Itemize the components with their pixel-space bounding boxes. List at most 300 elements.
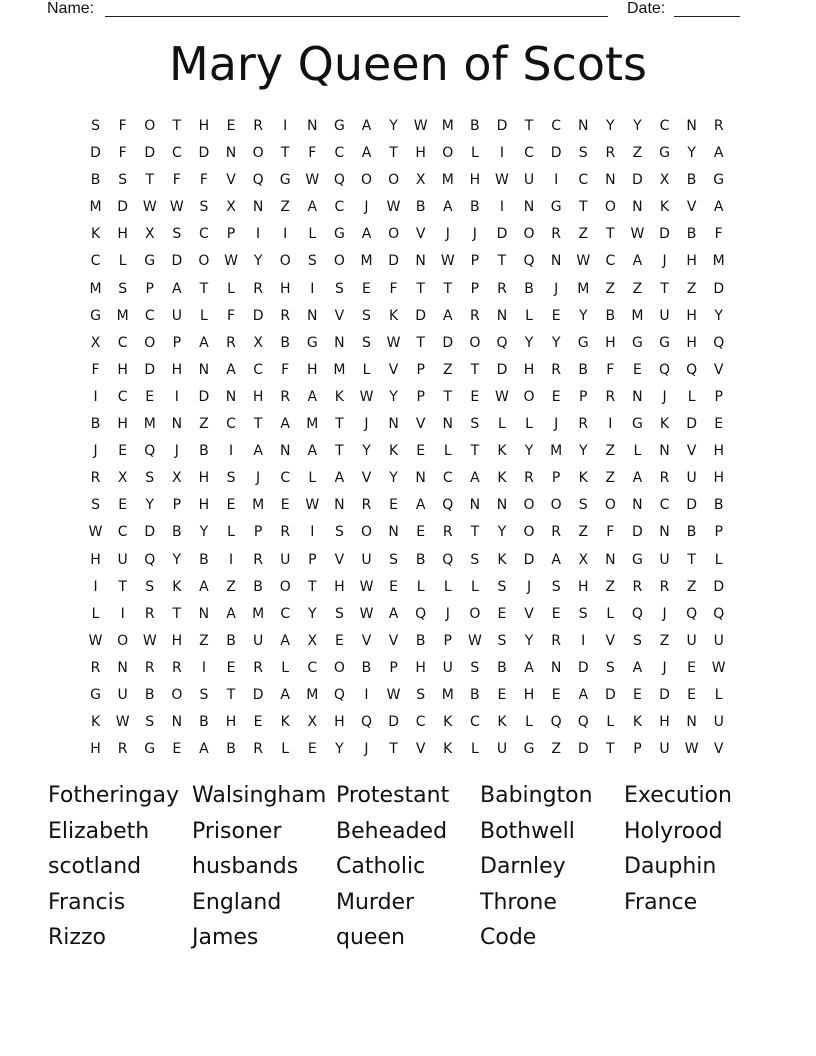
grid-letter: L — [470, 145, 479, 162]
grid-letter: S — [118, 280, 128, 297]
grid-letter: N — [550, 253, 562, 270]
grid-letter: M — [712, 253, 725, 270]
grid-letter: U — [117, 551, 128, 568]
grid-letter: W — [711, 659, 726, 676]
grid-letter: C — [578, 172, 589, 189]
grid-letter: O — [469, 334, 481, 351]
word-item: Code — [480, 925, 537, 951]
grid-letter: L — [470, 741, 479, 758]
grid-letter: R — [605, 388, 616, 405]
grid-letter: V — [686, 443, 697, 460]
grid-letter: B — [713, 497, 724, 514]
grid-letter: H — [334, 578, 345, 595]
grid-letter: H — [117, 226, 128, 243]
grid-letter: S — [416, 686, 426, 703]
grid-letter: C — [90, 253, 101, 270]
grid-letter: Y — [389, 470, 398, 487]
grid-row — [82, 574, 734, 601]
grid-letter: E — [253, 714, 263, 731]
letter-grid — [82, 113, 734, 763]
grid-letter: Y — [524, 632, 534, 649]
grid-letter: D — [659, 226, 670, 243]
grid-letter: A — [388, 605, 399, 622]
grid-letter: A — [415, 497, 426, 514]
grid-letter: R — [497, 280, 507, 297]
grid-letter: G — [631, 551, 643, 568]
grid-letter: F — [118, 118, 127, 134]
grid-letter: A — [199, 741, 209, 758]
grid-letter: T — [660, 280, 669, 297]
grid-letter: V — [361, 632, 372, 649]
grid-letter: L — [281, 659, 290, 676]
grid-letter: B — [172, 524, 182, 541]
grid-letter: W — [495, 388, 509, 405]
grid-letter: J — [526, 578, 532, 595]
word-item: Walsingham — [192, 783, 327, 808]
grid-letter: C — [659, 497, 670, 514]
grid-letter: S — [91, 497, 100, 514]
grid-letter: Z — [226, 578, 236, 595]
grid-letter: F — [606, 524, 615, 541]
grid-letter: C — [280, 470, 291, 487]
grid-letter: R — [253, 118, 263, 134]
grid-letter: J — [364, 199, 369, 216]
grid-letter: R — [90, 470, 101, 487]
grid-letter: H — [334, 714, 345, 731]
grid-row — [82, 357, 734, 384]
grid-row — [82, 113, 734, 140]
grid-letter: H — [252, 388, 264, 405]
grid-letter: H — [307, 361, 318, 378]
grid-letter: W — [386, 334, 401, 351]
grid-letter: U — [659, 551, 670, 568]
grid-letter: W — [413, 118, 428, 134]
grid-letter: K — [497, 470, 507, 487]
grid-letter: I — [201, 659, 206, 676]
grid-row — [82, 167, 734, 194]
grid-letter: B — [578, 361, 589, 378]
grid-letter: B — [90, 416, 101, 433]
grid-letter: A — [713, 199, 724, 216]
grid-letter: D — [496, 118, 508, 134]
grid-letter: V — [226, 172, 236, 189]
grid-letter: U — [117, 686, 128, 703]
grid-letter: O — [279, 578, 291, 595]
grid-letter: E — [334, 632, 344, 649]
grid-row — [82, 492, 734, 519]
grid-letter: Q — [333, 172, 345, 189]
grid-letter: D — [144, 361, 156, 378]
grid-letter: Y — [714, 307, 723, 324]
grid-letter: L — [308, 470, 317, 487]
date-label: Date: — [627, 0, 666, 17]
grid-letter: L — [200, 307, 208, 324]
grid-letter: B — [361, 659, 372, 676]
grid-letter: S — [470, 551, 480, 568]
grid-letter: B — [415, 632, 426, 649]
grid-letter: D — [198, 388, 210, 405]
grid-letter: N — [198, 361, 210, 378]
grid-letter: N — [388, 416, 399, 433]
grid-letter: H — [686, 334, 697, 351]
word-item: Darnley — [480, 854, 566, 880]
grid-letter: L — [687, 388, 696, 405]
grid-letter: L — [714, 551, 723, 568]
grid-letter: H — [686, 307, 697, 324]
grid-letter: B — [415, 551, 426, 568]
grid-letter: F — [281, 361, 290, 378]
grid-letter: L — [443, 443, 452, 460]
grid-letter: B — [686, 226, 697, 243]
grid-letter: E — [118, 497, 128, 514]
grid-letter: G — [631, 416, 643, 433]
grid-letter: O — [523, 524, 535, 541]
grid-row — [82, 709, 734, 736]
grid-letter: T — [606, 226, 615, 243]
grid-letter: N — [334, 334, 345, 351]
grid-letter: A — [442, 307, 453, 324]
grid-letter: N — [442, 416, 453, 433]
grid-letter: C — [659, 118, 670, 134]
grid-letter: W — [467, 632, 482, 649]
grid-letter: T — [335, 443, 344, 460]
grid-letter: D — [713, 280, 725, 297]
grid-letter: N — [632, 497, 643, 514]
grid-letter: U — [713, 632, 724, 649]
grid-letter: D — [523, 551, 535, 568]
grid-letter: K — [497, 714, 507, 731]
grid-letter: Y — [524, 334, 534, 351]
grid-letter: U — [442, 659, 453, 676]
grid-letter: G — [279, 172, 291, 189]
grid-letter: C — [117, 388, 128, 405]
grid-letter: B — [280, 334, 290, 351]
grid-letter: G — [333, 226, 345, 243]
grid-letter: A — [334, 470, 345, 487]
grid-letter: I — [174, 388, 179, 405]
grid-letter: U — [496, 741, 508, 758]
grid-letter: Q — [686, 361, 698, 378]
grid-letter: O — [360, 524, 372, 541]
grid-letter: S — [226, 470, 236, 487]
grid-letter: L — [606, 605, 615, 622]
grid-letter: Z — [551, 741, 561, 758]
grid-letter: T — [389, 145, 398, 162]
grid-letter: L — [443, 578, 452, 595]
grid-letter: W — [359, 605, 374, 622]
grid-letter: A — [280, 416, 290, 433]
grid-letter: F — [226, 307, 236, 324]
grid-letter: C — [469, 714, 480, 731]
grid-letter: Q — [442, 551, 454, 568]
grid-letter: M — [631, 307, 644, 324]
grid-letter: Y — [551, 334, 561, 351]
grid-letter: P — [443, 632, 452, 649]
grid-letter: H — [713, 470, 724, 487]
grid-letter: K — [659, 199, 670, 216]
grid-letter: P — [551, 470, 561, 487]
grid-letter: J — [554, 280, 559, 297]
grid-letter: O — [523, 497, 535, 514]
grid-row — [82, 194, 734, 221]
grid-letter: W — [576, 253, 591, 270]
grid-letter: Z — [632, 145, 643, 162]
word-list — [48, 778, 768, 956]
grid-letter: Z — [605, 443, 616, 460]
grid-letter: J — [364, 416, 369, 433]
grid-letter: A — [470, 470, 480, 487]
grid-letter: M — [116, 307, 129, 324]
grid-letter: C — [117, 524, 128, 541]
grid-letter: R — [144, 605, 155, 622]
grid-letter: F — [91, 361, 100, 378]
grid-letter: Q — [686, 605, 698, 622]
grid-letter: R — [90, 659, 101, 676]
grid-letter: K — [388, 443, 399, 460]
grid-letter: V — [388, 632, 399, 649]
grid-letter: G — [550, 199, 562, 216]
grid-letter: J — [662, 388, 667, 405]
grid-letter: Y — [145, 497, 155, 514]
grid-letter: X — [253, 334, 263, 351]
grid-letter: R — [253, 741, 263, 758]
grid-letter: I — [93, 578, 98, 595]
word-item: scotland — [48, 854, 142, 880]
grid-letter: D — [496, 226, 508, 243]
grid-letter: G — [631, 334, 643, 351]
grid-letter: F — [118, 145, 127, 162]
grid-letter: W — [440, 253, 455, 270]
grid-letter: J — [93, 443, 98, 460]
grid-letter: R — [253, 551, 263, 568]
grid-letter: P — [253, 524, 263, 541]
grid-letter: R — [551, 524, 561, 541]
grid-letter: N — [198, 605, 210, 622]
grid-letter: T — [470, 524, 480, 541]
grid-letter: Z — [605, 280, 616, 297]
grid-letter: I — [310, 524, 315, 541]
name-line — [105, 16, 608, 17]
grid-letter: C — [524, 145, 534, 162]
grid-letter: J — [662, 605, 667, 622]
grid-row — [82, 465, 734, 492]
grid-letter: P — [172, 497, 182, 514]
word-item: husbands — [192, 854, 299, 880]
grid-letter: A — [307, 199, 318, 216]
grid-letter: U — [659, 741, 670, 758]
grid-letter: N — [686, 714, 697, 731]
grid-letter: T — [470, 443, 480, 460]
grid-letter: Y — [389, 118, 398, 134]
grid-letter: Q — [144, 551, 156, 568]
grid-letter: N — [415, 253, 426, 270]
grid-letter: M — [360, 253, 373, 270]
grid-letter: G — [713, 172, 725, 189]
grid-row — [82, 303, 734, 330]
grid-row — [82, 248, 734, 275]
grid-letter: Q — [415, 605, 427, 622]
grid-letter: S — [497, 578, 507, 595]
grid-letter: B — [199, 443, 209, 460]
grid-letter: V — [334, 307, 345, 324]
grid-letter: N — [279, 443, 291, 460]
grid-letter: M — [441, 686, 454, 703]
grid-letter: Y — [524, 443, 534, 460]
grid-letter: D — [252, 307, 264, 324]
grid-letter: V — [388, 361, 399, 378]
grid-letter: R — [659, 578, 670, 595]
grid-letter: U — [713, 714, 724, 731]
grid-letter: W — [359, 388, 374, 405]
grid-letter: K — [632, 714, 643, 731]
grid-letter: T — [443, 388, 453, 405]
word-item: Catholic — [336, 854, 426, 880]
grid-letter: T — [118, 578, 127, 595]
grid-letter: B — [199, 714, 209, 731]
grid-letter: Z — [686, 578, 697, 595]
grid-letter: A — [632, 470, 643, 487]
grid-letter: Y — [578, 443, 588, 460]
grid-letter: C — [117, 334, 128, 351]
grid-letter: O — [523, 388, 535, 405]
word-item: France — [624, 889, 698, 915]
grid-letter: R — [117, 741, 128, 758]
grid-letter: U — [686, 632, 697, 649]
grid-letter: H — [713, 443, 724, 460]
grid-letter: N — [496, 307, 508, 324]
grid-letter: T — [606, 741, 615, 758]
word-item: Beheaded — [336, 818, 448, 844]
date-line — [674, 16, 740, 17]
grid-letter: D — [632, 172, 643, 189]
grid-letter: F — [172, 172, 181, 189]
grid-letter: R — [442, 524, 453, 541]
grid-letter: F — [714, 226, 723, 243]
grid-letter: O — [604, 497, 616, 514]
grid-letter: S — [91, 118, 100, 134]
grid-letter: Z — [632, 280, 643, 297]
word-item: Throne — [480, 889, 557, 915]
grid-letter: P — [470, 280, 480, 297]
grid-letter: L — [606, 714, 615, 731]
grid-letter: M — [89, 199, 102, 216]
grid-letter: S — [334, 605, 344, 622]
grid-letter: D — [144, 145, 156, 162]
grid-row — [82, 682, 734, 709]
grid-letter: S — [470, 416, 480, 433]
grid-letter: D — [198, 145, 210, 162]
grid-letter: T — [226, 686, 236, 703]
grid-row — [82, 655, 734, 682]
grid-letter: S — [118, 172, 128, 189]
grid-letter: G — [144, 741, 156, 758]
grid-letter: B — [470, 686, 480, 703]
grid-letter: O — [144, 118, 156, 134]
grid-letter: T — [253, 416, 263, 433]
grid-letter: H — [415, 659, 426, 676]
grid-letter: C — [551, 118, 562, 134]
grid-letter: N — [605, 172, 616, 189]
grid-letter: X — [307, 714, 318, 731]
grid-letter: P — [145, 280, 154, 297]
grid-letter: M — [550, 443, 563, 460]
grid-row — [82, 276, 734, 303]
grid-letter: Z — [199, 632, 209, 649]
grid-row — [82, 140, 734, 167]
grid-letter: E — [551, 307, 561, 324]
grid-letter: A — [226, 361, 236, 378]
grid-letter: T — [497, 253, 507, 270]
word-item: Bothwell — [480, 818, 575, 844]
grid-letter: N — [388, 524, 399, 541]
grid-letter: N — [225, 388, 237, 405]
grid-letter: G — [306, 334, 318, 351]
grid-letter: A — [361, 145, 372, 162]
grid-letter: H — [90, 551, 101, 568]
grid-letter: W — [88, 632, 103, 649]
grid-letter: S — [578, 497, 588, 514]
grid-letter: G — [144, 253, 156, 270]
grid-letter: B — [415, 199, 426, 216]
grid-letter: E — [687, 686, 697, 703]
word-row — [48, 849, 768, 885]
grid-letter: H — [117, 416, 128, 433]
grid-letter: D — [144, 524, 156, 541]
grid-letter: L — [227, 280, 235, 297]
grid-letter: V — [334, 551, 345, 568]
grid-letter: Y — [606, 118, 615, 134]
word-row — [48, 778, 768, 814]
grid-letter: H — [198, 470, 210, 487]
grid-letter: W — [142, 199, 157, 216]
grid-letter: S — [578, 145, 588, 162]
grid-letter: K — [90, 226, 101, 243]
grid-letter: E — [307, 741, 317, 758]
grid-letter: S — [145, 470, 155, 487]
grid-letter: H — [198, 118, 210, 134]
grid-letter: R — [226, 334, 236, 351]
grid-letter: E — [497, 605, 507, 622]
grid-letter: D — [659, 686, 670, 703]
grid-letter: Z — [199, 416, 209, 433]
grid-letter: E — [687, 659, 697, 676]
grid-letter: T — [280, 145, 290, 162]
grid-letter: K — [280, 714, 290, 731]
grid-letter: D — [171, 253, 183, 270]
grid-letter: R — [605, 145, 616, 162]
grid-letter: Q — [496, 334, 508, 351]
grid-letter: O — [144, 334, 156, 351]
grid-letter: B — [253, 578, 263, 595]
grid-letter: A — [713, 145, 724, 162]
grid-letter: A — [172, 280, 182, 297]
grid-letter: C — [334, 199, 345, 216]
grid-letter: T — [470, 361, 480, 378]
grid-letter: W — [359, 578, 374, 595]
grid-letter: N — [550, 659, 562, 676]
grid-letter: W — [142, 632, 157, 649]
grid-letter: O — [333, 659, 345, 676]
grid-letter: Q — [442, 497, 454, 514]
grid-letter: W — [115, 714, 130, 731]
grid-letter: Q — [333, 686, 345, 703]
grid-letter: N — [496, 497, 508, 514]
grid-letter: J — [445, 226, 450, 243]
grid-letter: E — [226, 659, 236, 676]
grid-letter: A — [226, 605, 236, 622]
grid-letter: N — [469, 497, 481, 514]
word-row — [48, 885, 768, 921]
